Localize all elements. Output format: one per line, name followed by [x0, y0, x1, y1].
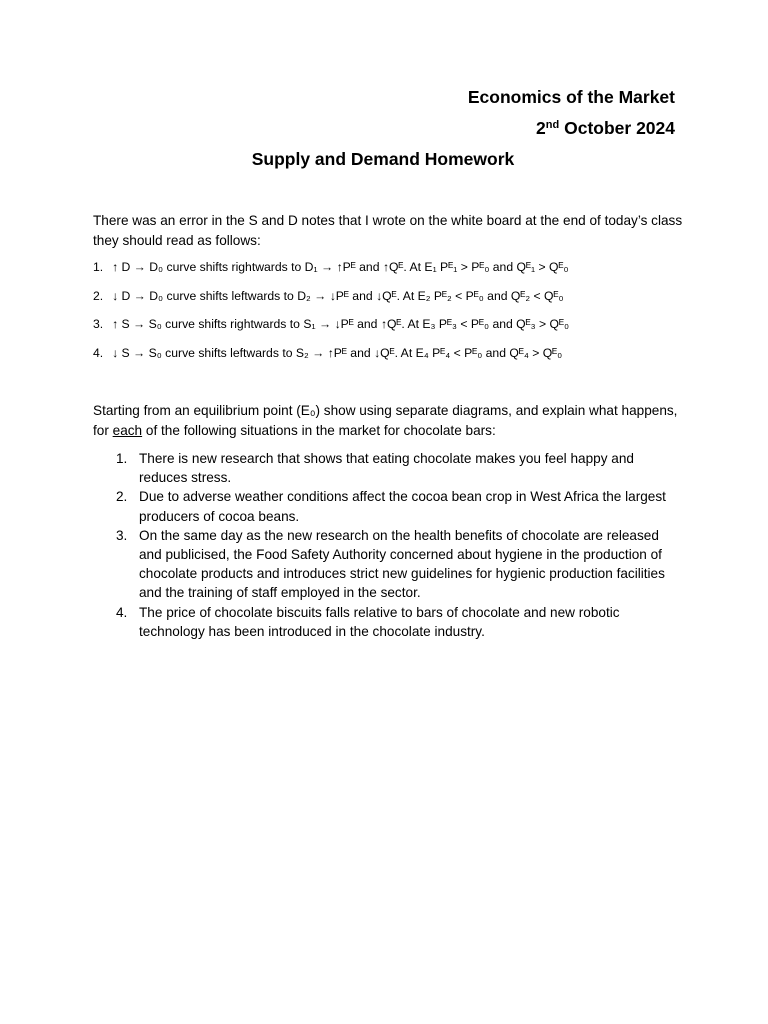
page-title-wrap [0, 148, 768, 170]
date-rest: October 2024 [564, 118, 675, 138]
note-text: ↓ D → D₀ curve shifts leftwards to D₂ → ↓Pᴱ and ↓Qᴱ. At E₂ Pᴱ₂ < Pᴱ₀ and Qᴱ₂ < Qᴱ₀ [112, 288, 564, 303]
situation-item-2 [93, 487, 683, 525]
situation-number: 2. [116, 489, 128, 505]
note-text: ↓ S → S₀ curve shifts leftwards to S₂ → ↑Pᴱ and ↓Qᴱ. At E₄ Pᴱ₄ < Pᴱ₀ and Qᴱ₄ > Qᴱ₀ [112, 345, 563, 360]
page-title: Supply and Demand Homework [251, 149, 515, 169]
intro-paragraph: There was an error in the S and D notes that I wrote on the white board at the end of today’s class they should read as follows: [93, 213, 683, 248]
situation-text: There is new research that shows that eating chocolate makes you feel happy and reduces stress. [139, 451, 634, 486]
note-text: ↑ S → S₀ curve shifts rightwards to S₁ → ↓Pᴱ and ↑Qᴱ. At E₃ Pᴱ₃ < Pᴱ₀ and Qᴱ₃ > Qᴱ₀ [112, 317, 570, 332]
question-emphasis: each [112, 422, 143, 438]
date-suffix: nd [545, 119, 560, 131]
note-item-2 [93, 287, 693, 316]
note-item-4 [93, 344, 693, 373]
situation-item-1 [93, 449, 683, 487]
note-number: 3. [93, 317, 104, 332]
corrected-notes-list [93, 258, 693, 372]
note-number: 4. [93, 345, 104, 360]
question-paragraph [93, 401, 683, 440]
note-item-3 [93, 315, 693, 344]
note-text: ↑ D → D₀ curve shifts rightwards to D₁ → ↑Pᴱ and ↑Qᴱ. At E₁ Pᴱ₁ > Pᴱ₀ and Qᴱ₁ > Qᴱ₀ [112, 260, 569, 274]
situations-list [93, 449, 683, 641]
date-day: 2 [536, 118, 546, 138]
situation-item-4 [93, 603, 683, 641]
situation-number: 3. [116, 527, 128, 543]
question-part-1: Starting from an equilibrium point (E₀) show using separate diagrams, and explain what happens, for [93, 403, 678, 438]
situation-text: Due to adverse weather conditions affect the cocoa bean crop in West Africa the largest producers of cocoa beans. [139, 489, 666, 524]
note-number: 1. [93, 260, 104, 274]
situation-number: 4. [116, 604, 128, 620]
situation-item-3 [93, 526, 683, 603]
situation-text: The price of chocolate biscuits falls relative to bars of chocolate and new robotic technology has been introduced in the chocolate industry. [139, 604, 620, 639]
situation-text: On the same day as the new research on the health benefits of chocolate are released and publicised, the Food Safety Authority concerned about hygiene in the production of chocolate products and introduces strict new guidelines for hygienic production facilities and the training of staff employed in the sector. [139, 527, 665, 601]
course-title: Economics of the Market [467, 87, 675, 107]
note-item-1 [93, 258, 693, 287]
note-number: 2. [93, 288, 104, 303]
situation-number: 1. [116, 451, 128, 466]
document-date [536, 117, 675, 139]
question-part-2: of the following situations in the market for chocolate bars: [142, 422, 496, 438]
